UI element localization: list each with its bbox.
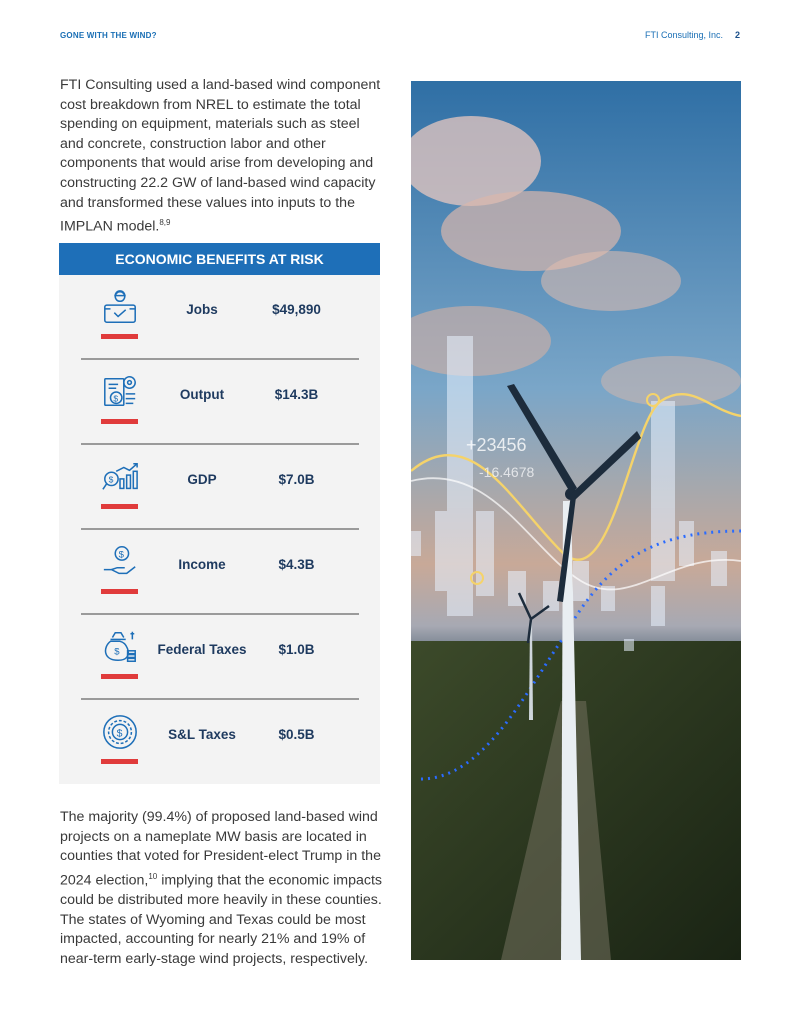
accent-bar (101, 674, 138, 679)
svg-text:$: $ (114, 646, 120, 658)
worker-checklist-icon (101, 288, 139, 326)
accent-bar (101, 504, 138, 509)
accent-bar (101, 419, 138, 424)
company-name: FTI Consulting, Inc. (644, 30, 723, 40)
svg-text:$: $ (113, 393, 119, 404)
benefit-label: S&L Taxes (168, 727, 236, 742)
benefit-value: $4.3B (278, 557, 315, 572)
benefit-label: GDP (187, 472, 217, 487)
svg-text:$: $ (108, 474, 114, 485)
intro-paragraph (60, 76, 386, 237)
benefit-row-federal-taxes (59, 615, 380, 700)
gear-dollar-document-icon (101, 373, 139, 411)
benefit-value: $14.3B (274, 387, 319, 402)
benefit-row-output (59, 360, 380, 445)
benefit-value: $1.0B (278, 642, 315, 657)
benefit-row-sl-taxes (59, 700, 380, 785)
benefit-value: $49,890 (272, 302, 321, 317)
benefit-row-income (59, 530, 380, 615)
svg-text:$: $ (116, 728, 123, 740)
page-number: 2 (734, 30, 740, 40)
hand-coin-icon (101, 543, 139, 581)
benefit-label: Output (179, 387, 225, 402)
benefit-value: $0.5B (278, 727, 315, 742)
dollar-coin-circle-icon (101, 713, 139, 751)
closing-text-a: The majority (99.4%) of proposed land-based wind projects on a nameplate MW basis are located in counties that voted for President-elect Trump in the 2024 election, (60, 809, 381, 889)
panel-title: ECONOMIC BENEFITS AT RISK (59, 243, 380, 275)
wind-turbine-photo (411, 81, 741, 960)
closing-text-b: implying that the economic impacts could be distributed more heavily in these counties. The states of Wyoming and Texas could be most impacted, accounting for nearly 21% and 19% of near-term early-stage wind projects, respectively. (60, 872, 383, 967)
closing-paragraph (60, 808, 386, 969)
benefit-label: Income (178, 557, 226, 572)
section-title: GONE WITH THE WIND? (60, 31, 157, 40)
growth-chart-magnifier-icon (101, 458, 139, 496)
money-bag-coins-icon (101, 628, 139, 666)
overlay-number-1: +23456 (466, 435, 527, 455)
overlay-number-2: -16.4678 (479, 464, 535, 480)
benefit-label: Jobs (186, 302, 218, 317)
benefit-value: $7.0B (278, 472, 315, 487)
accent-bar (101, 759, 138, 764)
closing-footnote: 10 (148, 871, 158, 881)
intro-footnote: 8,9 (159, 218, 171, 228)
accent-bar (101, 334, 138, 339)
svg-text:$: $ (118, 549, 124, 561)
benefit-row-jobs (59, 275, 380, 360)
benefit-label: Federal Taxes (157, 642, 247, 657)
intro-text: FTI Consulting used a land-based wind component cost breakdown from NREL to estimate the total spending on equipment, materials such as steel and concrete, construction labor and other components that would arise from developing and constructing 22.2 GW of land-based wind capacity and transformed these values into inputs to the IMPLAN model. (60, 77, 381, 235)
economic-benefits-panel (59, 243, 380, 784)
accent-bar (101, 589, 138, 594)
page-header-right (645, 30, 740, 40)
benefit-row-gdp (59, 445, 380, 530)
